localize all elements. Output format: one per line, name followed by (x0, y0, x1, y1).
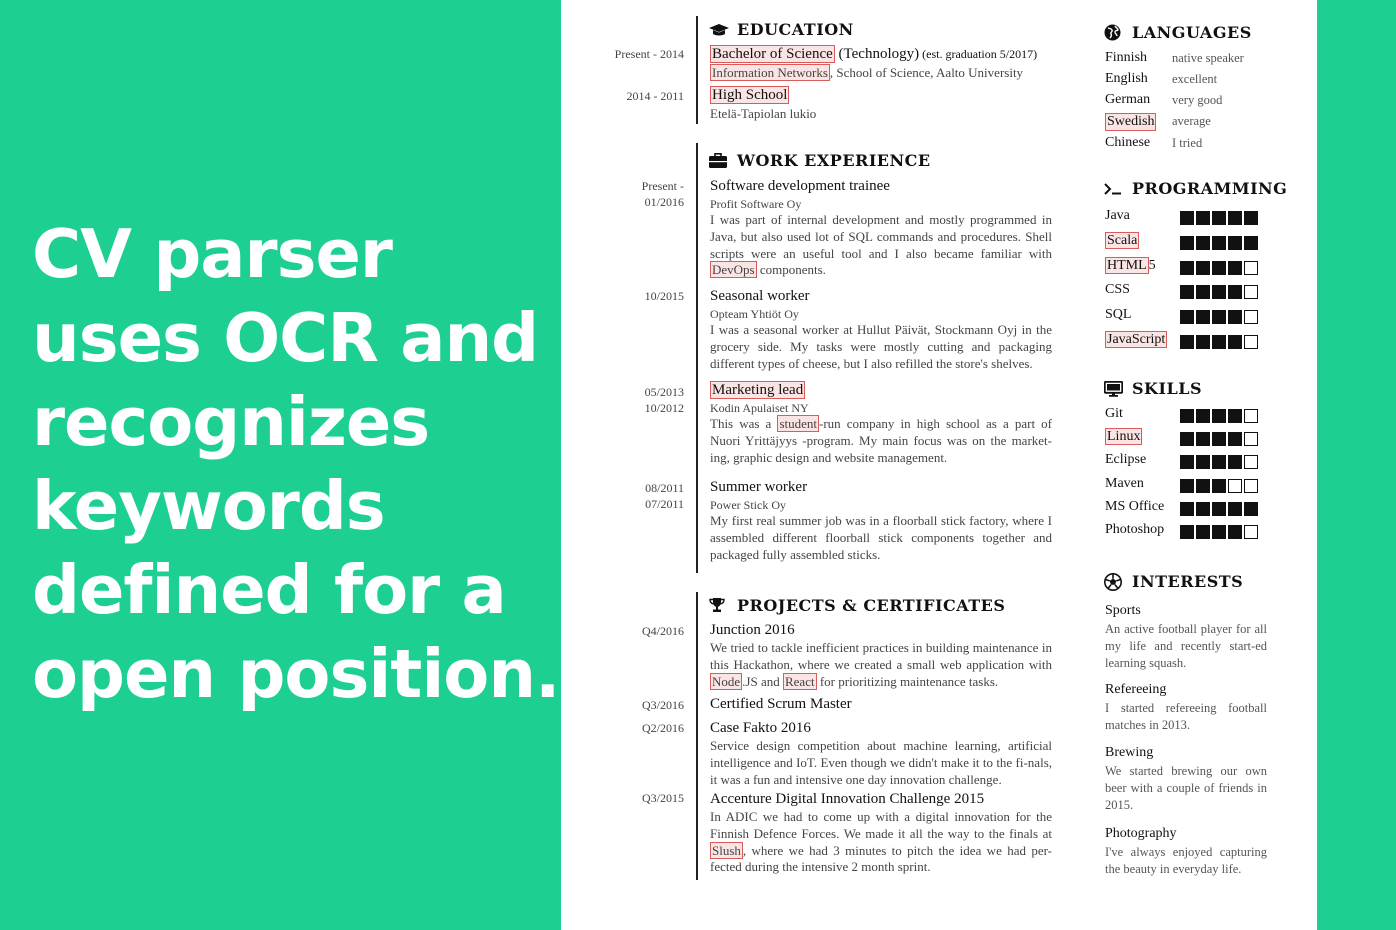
rating-square-filled (1180, 525, 1194, 539)
rating-square-filled (1228, 432, 1242, 446)
language-row (1105, 113, 1275, 134)
interest-title: Sports (1105, 603, 1141, 618)
programming-heading (1104, 179, 1287, 198)
rating-square-filled (1196, 432, 1210, 446)
rating-square-filled (1180, 236, 1194, 250)
rating-square-filled (1228, 525, 1242, 539)
desc-text: components. (756, 262, 826, 278)
rating-square-filled (1228, 335, 1242, 349)
rating-square-filled (1228, 310, 1242, 324)
project-description (710, 640, 1052, 690)
work-date (645, 384, 684, 416)
skill-row (1105, 233, 1275, 257)
education-date: 2014 - 2011 (626, 89, 684, 103)
language-row (1105, 50, 1275, 71)
language-name: Finnish (1105, 50, 1148, 65)
interests-heading (1104, 572, 1243, 591)
interest-description: An active football player for all my life and recently start-ed learning squash. (1105, 622, 1267, 670)
rating-square-filled (1196, 310, 1210, 324)
rating-square-filled (1180, 455, 1194, 469)
project-entry (710, 789, 1052, 876)
rating-square-filled (1212, 455, 1226, 469)
rating-bar (1180, 502, 1258, 516)
rating-square-filled (1212, 261, 1226, 275)
degree-note: (est. graduation 5/2017) (919, 47, 1038, 61)
rating-square-filled (1212, 285, 1226, 299)
language-row (1105, 71, 1275, 92)
skill-label: 5 (1148, 257, 1156, 273)
rating-square-filled (1180, 479, 1194, 493)
date-line: 08/2011 (645, 481, 684, 495)
project-entry (710, 718, 1052, 788)
rating-square-filled (1228, 236, 1242, 250)
project-title: Certified Scrum Master (710, 696, 852, 712)
skill-row (1105, 332, 1275, 356)
skill-row (1105, 282, 1275, 306)
rating-square-filled (1244, 502, 1258, 516)
rating-bar (1180, 455, 1258, 469)
skill-label: Git (1105, 406, 1123, 421)
desc-text: .JS and (742, 673, 783, 689)
skill-name (1105, 476, 1144, 492)
keyword-highlight: Bachelor of Science (712, 46, 833, 62)
section-title: SKILLS (1132, 379, 1202, 398)
rating-square-filled (1244, 236, 1258, 250)
language-row (1105, 135, 1275, 156)
interest-description: I started refereeing football matches in 2013. (1105, 701, 1267, 732)
skill-label: SQL (1105, 307, 1132, 323)
section-title: LANGUAGES (1132, 23, 1252, 42)
school-text: , School of Science, Aalto University (829, 65, 1024, 80)
rating-bar (1180, 525, 1258, 539)
desc-text: This was a (710, 416, 778, 431)
keyword-highlight: student (779, 416, 817, 431)
job-title: Summer worker (710, 479, 808, 495)
project-date: Q3/2015 (642, 791, 684, 805)
keyword-highlight: React (784, 673, 815, 689)
date-line: Present - (641, 179, 684, 193)
rating-square-filled (1180, 409, 1194, 423)
language-level: excellent (1172, 72, 1218, 86)
cv-document (561, 0, 1317, 930)
rating-square-empty (1244, 479, 1258, 493)
rating-square-filled (1212, 432, 1226, 446)
rating-square-filled (1180, 502, 1194, 516)
rating-bar (1180, 335, 1258, 349)
language-name: German (1105, 92, 1151, 107)
headline-line: defined for a (32, 551, 506, 629)
monitor-icon (1104, 381, 1126, 397)
timeline-line (696, 592, 698, 880)
language-level: average (1172, 114, 1211, 128)
rating-square-filled (1196, 409, 1210, 423)
project-title: Accenture Digital Innovation Challenge 2015 (710, 791, 985, 807)
rating-bar (1180, 409, 1258, 423)
work-date (645, 288, 684, 304)
rating-square-filled (1212, 335, 1226, 349)
rating-square-filled (1196, 261, 1210, 275)
interest-item (1105, 680, 1267, 734)
keyword-highlight: Slush (712, 842, 741, 858)
rating-square-filled (1196, 236, 1210, 250)
skill-name (1105, 258, 1156, 274)
interest-description: We started brewing our own beer with a couple of friends in 2015. (1105, 764, 1267, 812)
rating-square-empty (1228, 479, 1242, 493)
work-entry (710, 380, 1052, 466)
section-title: EDUCATION (737, 20, 854, 39)
date-line: 07/2011 (645, 497, 684, 511)
section-title: WORK EXPERIENCE (737, 151, 931, 170)
skill-row (1105, 476, 1275, 500)
company-name: Opteam Yhtiöt Oy (710, 307, 799, 321)
headline (32, 212, 560, 716)
skill-name (1105, 499, 1164, 515)
skill-row (1105, 452, 1275, 476)
skill-label: Eclipse (1105, 452, 1147, 468)
date-line: 05/2013 (644, 385, 684, 399)
skill-name (1105, 208, 1130, 224)
rating-square-filled (1180, 310, 1194, 324)
project-date: Q4/2016 (642, 624, 684, 638)
desc-text: -run company in high school as a part of Nuori Yrittäjyys -program. My main focus was on the market-ing, graphic design and website management. (710, 416, 1052, 465)
work-entry (710, 477, 1052, 563)
date-line: 01/2016 (644, 195, 684, 209)
rating-square-filled (1196, 211, 1210, 225)
rating-square-empty (1244, 310, 1258, 324)
interest-title: Refereeing (1105, 682, 1167, 697)
job-description (710, 416, 1052, 466)
section-title: INTERESTS (1132, 572, 1244, 591)
skill-label: Java (1105, 208, 1130, 223)
language-level: very good (1172, 93, 1223, 107)
company-name: Profit Software Oy (710, 197, 802, 211)
rating-square-filled (1196, 525, 1210, 539)
rating-square-empty (1244, 525, 1258, 539)
education-entry (710, 44, 1052, 82)
rating-bar (1180, 310, 1258, 324)
interest-item (1105, 601, 1267, 671)
skill-name (1105, 307, 1131, 323)
project-date: Q3/2016 (642, 698, 684, 712)
skill-name (1105, 332, 1167, 348)
rating-square-filled (1212, 211, 1226, 225)
rating-square-empty (1244, 335, 1258, 349)
rating-square-filled (1244, 211, 1258, 225)
rating-square-filled (1212, 409, 1226, 423)
rating-square-filled (1196, 285, 1210, 299)
headline-line: keywords (32, 467, 385, 545)
rating-square-filled (1212, 236, 1226, 250)
education-entry (710, 85, 1052, 123)
work-entry (710, 286, 1052, 372)
timeline-line (696, 143, 698, 573)
rating-square-filled (1180, 335, 1194, 349)
rating-square-empty (1244, 432, 1258, 446)
keyword-highlight: Information Networks (712, 65, 828, 80)
rating-square-filled (1196, 502, 1210, 516)
briefcase-icon (709, 153, 731, 168)
degree-text: (Technology) (834, 46, 920, 62)
date-line: 10/2015 (644, 289, 684, 303)
desc-text: , where we had 3 minutes to pitch the idea we had per-fected during the intensive 2 month sprint. (710, 842, 1052, 875)
rating-square-filled (1228, 409, 1242, 423)
rating-bar (1180, 261, 1258, 275)
skill-row (1105, 522, 1275, 546)
rating-square-filled (1212, 502, 1226, 516)
skill-row (1105, 406, 1275, 430)
skill-label: CSS (1105, 282, 1130, 298)
language-row (1105, 92, 1275, 113)
keyword-highlight: JavaScript (1107, 332, 1166, 347)
rating-square-empty (1244, 285, 1258, 299)
project-title: Junction 2016 (710, 622, 795, 638)
desc-text: for prioritizing maintenance tasks. (816, 673, 999, 689)
job-description: I was a seasonal worker at Hullut Päivät, Stockmann Oyj in the grocery side. My tasks were mostly cutting and packaging different types of cheese, but I also refilled the store's shelves. (710, 322, 1052, 371)
keyword-highlight: HTML (1107, 257, 1147, 273)
headline-line: recognizes (32, 383, 430, 461)
skill-row (1105, 258, 1275, 282)
keyword-highlight: Swedish (1107, 114, 1155, 129)
rating-square-filled (1228, 285, 1242, 299)
rating-bar (1180, 285, 1258, 299)
work-date (645, 480, 684, 512)
work-date (642, 178, 684, 210)
keyword-highlight: Scala (1107, 232, 1138, 248)
desc-text: I was part of internal development and mostly programmed in Java, but also used lot of SQL commands and procedures. Shell scripts were an useful tool and I also became familiar with (710, 212, 1052, 261)
project-description (710, 809, 1052, 876)
date-line: 10/2012 (644, 401, 684, 415)
skill-name (1105, 452, 1146, 468)
rating-square-filled (1196, 335, 1210, 349)
education-heading (709, 20, 854, 39)
globe-icon (1104, 24, 1126, 41)
rating-square-empty (1244, 261, 1258, 275)
skill-row (1105, 429, 1275, 453)
desc-text: In ADIC we had to come up with a digital innovation for the Finnish Defence Forces. We made it all the way to the finals at (710, 809, 1052, 841)
language-name: Chinese (1105, 135, 1151, 150)
skill-name (1105, 429, 1142, 445)
keyword-highlight: Node (712, 673, 741, 689)
interest-item (1105, 743, 1267, 813)
school-text: Etelä-Tapiolan lukio (710, 106, 817, 121)
headline-line: CV parser (32, 215, 392, 293)
section-title: PROJECTS & CERTIFICATES (737, 596, 1006, 615)
desc-text: We tried to tackle inefficient practices in building maintenance in this Hackathon, where we created a small web application with (710, 640, 1052, 672)
terminal-icon (1104, 183, 1126, 195)
skill-row (1105, 307, 1275, 331)
project-date: Q2/2016 (642, 721, 684, 735)
keyword-highlight: Linux (1107, 429, 1141, 445)
rating-square-filled (1228, 211, 1242, 225)
keyword-highlight: DevOps (712, 262, 755, 278)
projects-heading (709, 596, 1005, 615)
work-heading (709, 151, 931, 170)
section-title: PROGRAMMING (1132, 179, 1288, 198)
company-name: Kodin Apulaiset NY (710, 401, 809, 415)
language-level: I tried (1172, 136, 1203, 150)
rating-square-filled (1228, 261, 1242, 275)
skill-label: MS Office (1105, 498, 1165, 514)
rating-bar (1180, 211, 1258, 225)
interest-title: Photography (1105, 826, 1177, 841)
rating-square-filled (1228, 502, 1242, 516)
keyword-highlight: Marketing lead (712, 382, 804, 398)
job-description: My first real summer job was in a floorball stick factory, where I assembled different floorball stick components together and packaged fully assembled sticks. (710, 513, 1052, 562)
language-name: English (1105, 71, 1148, 86)
skill-name (1105, 233, 1139, 249)
work-entry (710, 176, 1052, 279)
project-entry (710, 694, 1052, 714)
rating-bar (1180, 479, 1258, 493)
skill-row (1105, 499, 1275, 523)
trophy-icon (709, 598, 731, 613)
rating-bar (1180, 432, 1258, 446)
rating-square-filled (1180, 211, 1194, 225)
skills-heading (1104, 379, 1202, 398)
job-title: Software development trainee (710, 178, 890, 194)
skill-label: Photoshop (1105, 522, 1165, 537)
job-title: Seasonal worker (710, 288, 810, 304)
rating-square-filled (1180, 432, 1194, 446)
football-icon (1104, 573, 1126, 591)
project-entry (710, 620, 1052, 690)
headline-line: uses OCR and (32, 299, 539, 377)
languages-heading (1104, 23, 1252, 42)
timeline-line (696, 16, 698, 124)
rating-square-filled (1212, 479, 1226, 493)
skill-name (1105, 282, 1130, 298)
headline-line: open position. (32, 635, 560, 713)
rating-square-filled (1212, 310, 1226, 324)
project-description: Service design competition about machine learning, artificial intelligence and IoT. Even though we didn't make it to the fi-nals, it was a fun and intensive one day innovation challenge. (710, 738, 1052, 787)
rating-square-filled (1180, 261, 1194, 275)
project-title: Case Fakto 2016 (710, 720, 811, 736)
skill-name (1105, 522, 1164, 538)
language-level: native speaker (1172, 51, 1244, 65)
keyword-highlight: High School (712, 87, 788, 103)
rating-square-filled (1196, 479, 1210, 493)
rating-square-filled (1180, 285, 1194, 299)
interest-item (1105, 824, 1267, 878)
rating-square-filled (1212, 525, 1226, 539)
graduation-cap-icon (709, 23, 731, 37)
interest-description: I've always enjoyed capturing the beauty in everyday life. (1105, 845, 1267, 876)
rating-square-filled (1196, 455, 1210, 469)
rating-square-empty (1244, 455, 1258, 469)
rating-square-empty (1244, 409, 1258, 423)
interest-title: Brewing (1105, 745, 1154, 760)
skill-label: Maven (1105, 475, 1144, 491)
rating-square-filled (1228, 455, 1242, 469)
skill-row (1105, 208, 1275, 232)
job-description (710, 212, 1052, 279)
company-name: Power Stick Oy (710, 498, 786, 512)
education-date: Present - 2014 (614, 47, 684, 61)
skill-name (1105, 406, 1123, 422)
rating-bar (1180, 236, 1258, 250)
